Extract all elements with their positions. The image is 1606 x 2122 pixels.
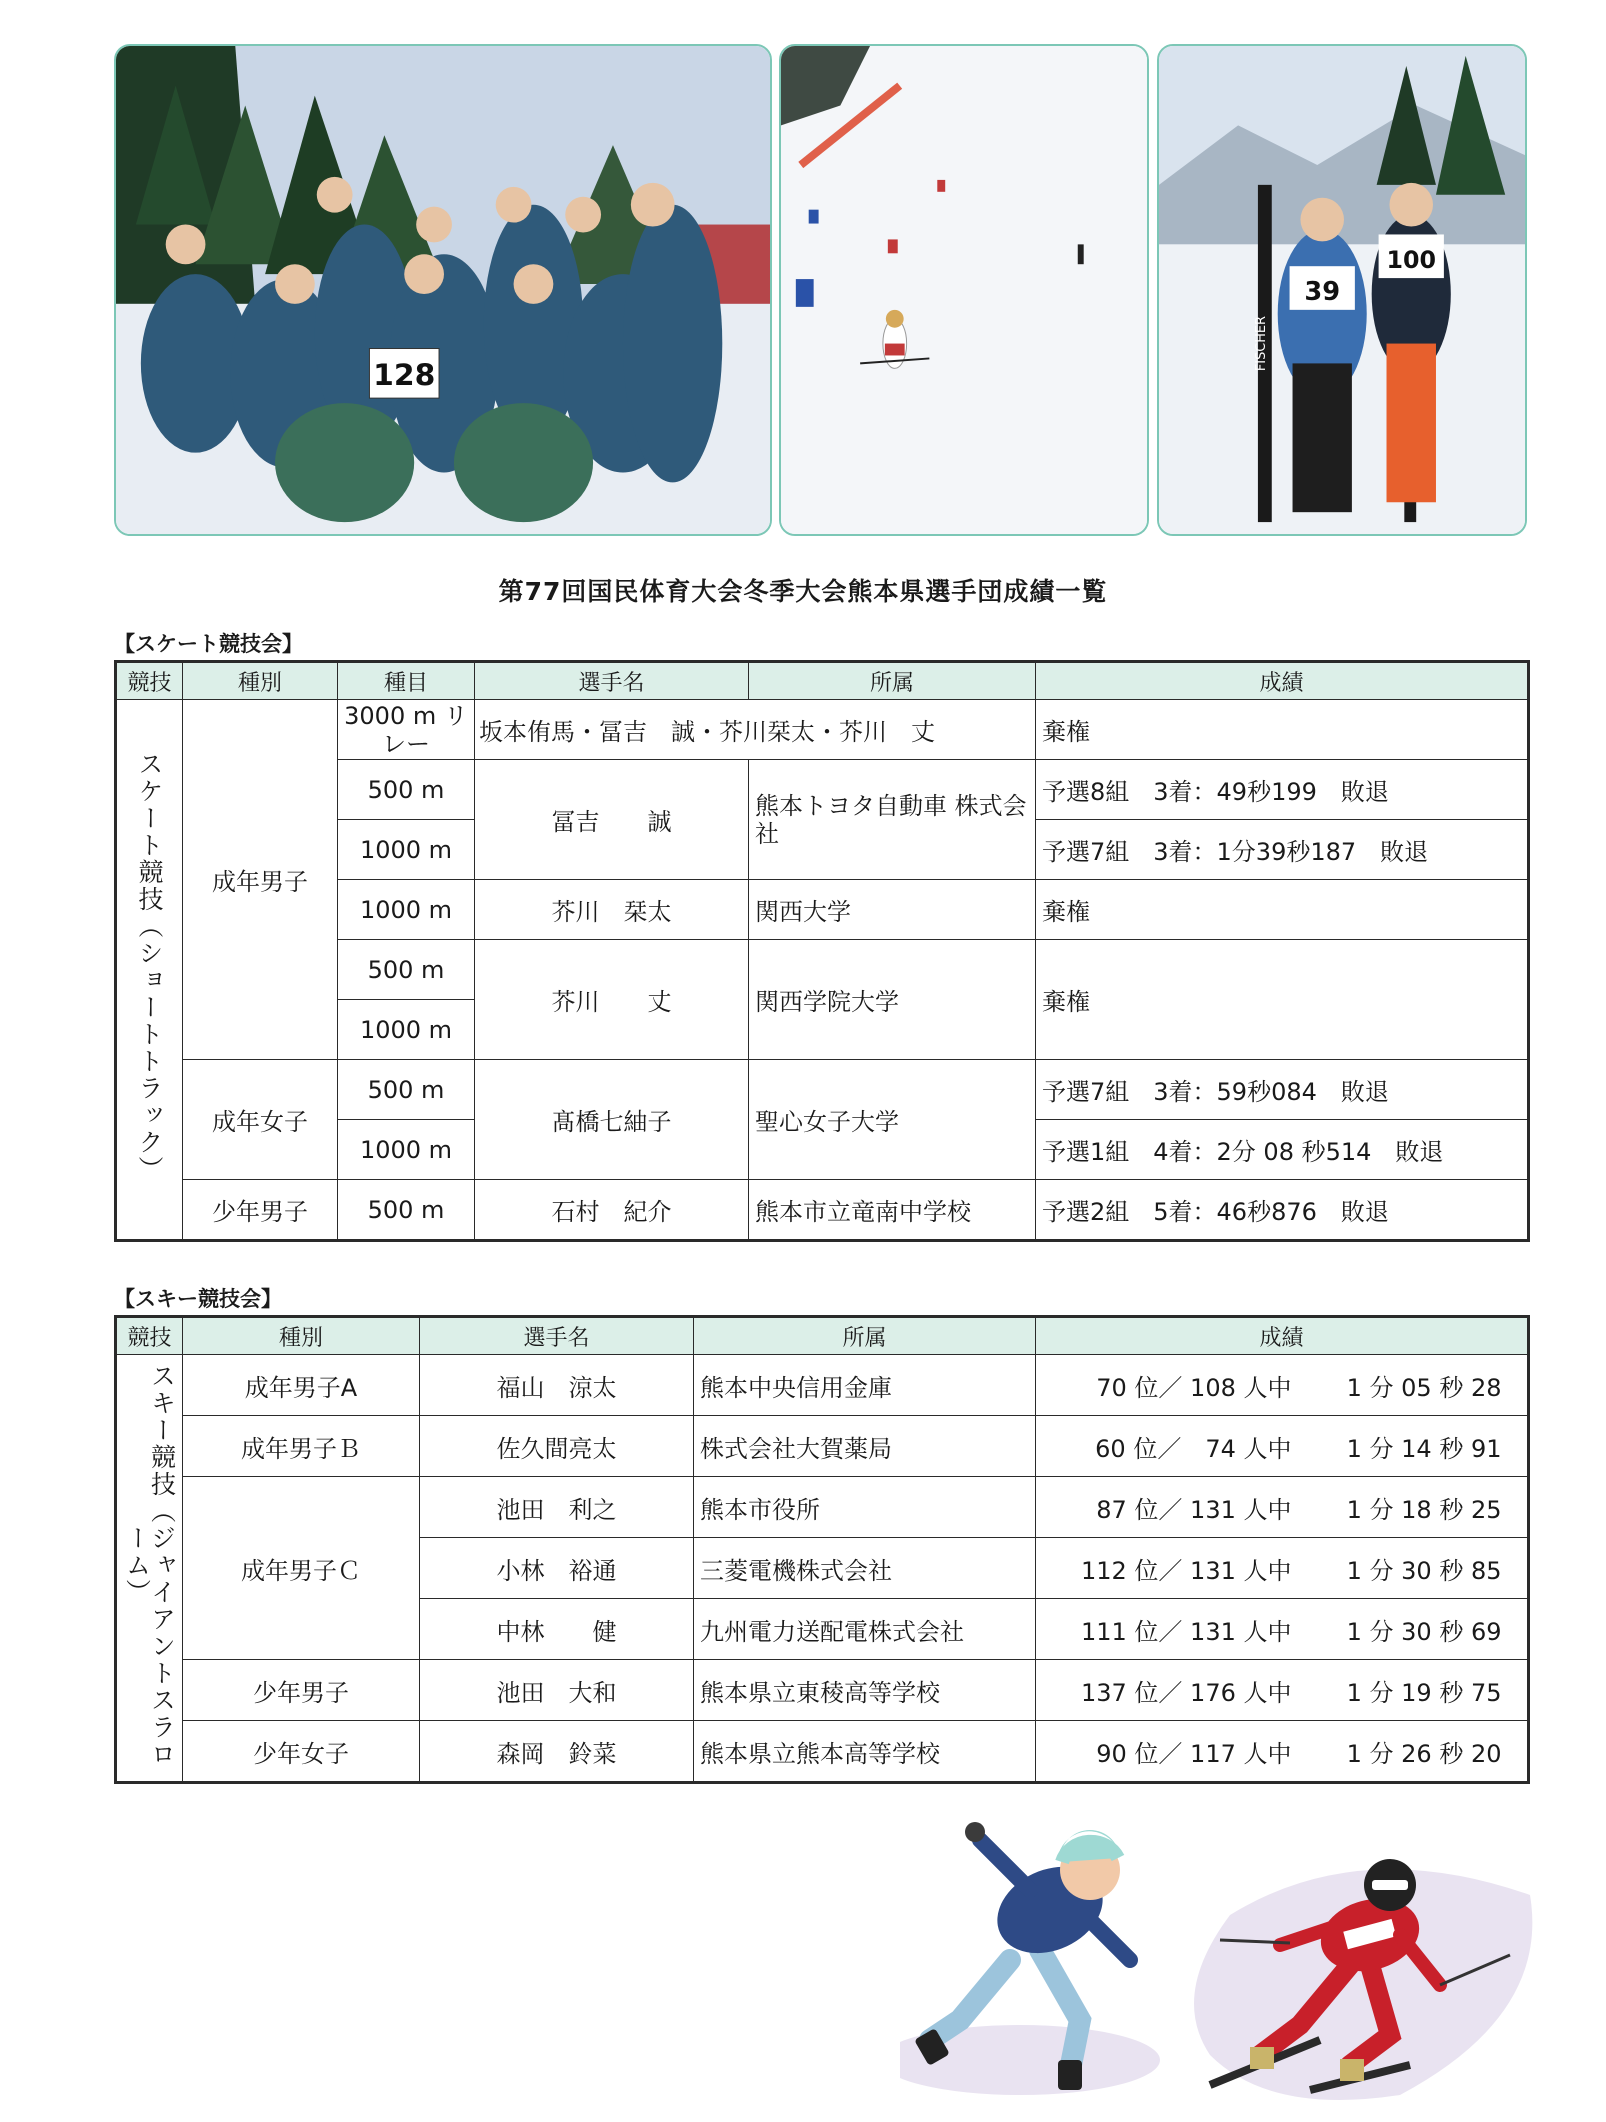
- affiliation-cell: 九州電力送配電株式会社: [694, 1599, 1036, 1660]
- result-cell: 棄権: [1036, 940, 1529, 1060]
- rank-text: 90 位／ 117 人中: [1096, 1739, 1292, 1768]
- header-event: 種目: [338, 662, 475, 700]
- affiliation-cell: 熊本市立竜南中学校: [749, 1180, 1036, 1241]
- header-affiliation: 所属: [694, 1317, 1036, 1355]
- event-cell: 1000 m: [338, 880, 475, 940]
- skate-results-table: [114, 660, 1530, 1242]
- header-athlete: 選手名: [420, 1317, 694, 1355]
- table-row: [116, 1416, 1529, 1477]
- rank-text: 111 位／ 131 人中: [1080, 1617, 1292, 1646]
- athlete-cell: 芥川 栞太: [475, 880, 749, 940]
- table-row: [116, 1721, 1529, 1783]
- rank-text: 87 位／ 131 人中: [1096, 1495, 1292, 1524]
- result-cell: [1036, 1599, 1529, 1660]
- header-category: 種別: [183, 1317, 420, 1355]
- ski-racer-illustration: [1150, 1815, 1550, 2115]
- result-cell: 予選7組 3着：1分39秒187 敗退: [1036, 820, 1529, 880]
- header-result: 成績: [1036, 662, 1529, 700]
- result-cell: 予選2組 5着：46秒876 敗退: [1036, 1180, 1529, 1241]
- header-result: 成績: [1036, 1317, 1529, 1355]
- event-cell: 1000 m: [338, 1120, 475, 1180]
- event-cell: 500 m: [338, 1060, 475, 1120]
- affiliation-cell: 株式会社大賀薬局: [694, 1416, 1036, 1477]
- table-row: [116, 700, 1529, 760]
- affiliation-cell: 熊本県立東稜高等学校: [694, 1660, 1036, 1721]
- rank-text: 137 位／ 176 人中: [1080, 1678, 1292, 1707]
- athletes-photo: [1157, 44, 1527, 536]
- athlete-cell: 池田 大和: [420, 1660, 694, 1721]
- result-cell: [1036, 1477, 1529, 1538]
- athlete-cell: 芥川 丈: [475, 940, 749, 1060]
- athlete-cell: 小林 裕通: [420, 1538, 694, 1599]
- athlete-cell: 石村 紀介: [475, 1180, 749, 1241]
- team-photo: [114, 44, 772, 536]
- header-sport: 競技: [116, 662, 183, 700]
- affiliation-cell: 関西大学: [749, 880, 1036, 940]
- event-cell: 500 m: [338, 760, 475, 820]
- affiliation-cell: 関西学院大学: [749, 940, 1036, 1060]
- category-cell: 成年男子Ｂ: [183, 1416, 420, 1477]
- table-row: [116, 1060, 1529, 1120]
- time-text: 1 分 30 秒 85: [1346, 1556, 1502, 1585]
- result-cell: [1036, 1416, 1529, 1477]
- table-row: [116, 1355, 1529, 1416]
- bib-number-team: 128: [373, 358, 436, 394]
- sport-name: スケート競技（ショートトラック）: [135, 750, 164, 1183]
- bib-number-right: 100: [1386, 246, 1437, 275]
- table-header-row: [116, 662, 1529, 700]
- category-cell: 少年女子: [183, 1721, 420, 1783]
- table-header-row: [116, 1317, 1529, 1355]
- athlete-cell: 森岡 鈴菜: [420, 1721, 694, 1783]
- table-row: [116, 1477, 1529, 1538]
- affiliation-cell: 熊本市役所: [694, 1477, 1036, 1538]
- event-cell: 1000 m: [338, 1000, 475, 1060]
- table-row: [116, 1660, 1529, 1721]
- header-affiliation: 所属: [749, 662, 1036, 700]
- affiliation-cell: 熊本中央信用金庫: [694, 1355, 1036, 1416]
- ski-section-label: 【スキー競技会】: [114, 1287, 282, 1311]
- time-text: 1 分 05 秒 28: [1346, 1373, 1502, 1402]
- header-category: 種別: [183, 662, 338, 700]
- category-cell: 成年男子A: [183, 1355, 420, 1416]
- sport-cell: [116, 1355, 183, 1783]
- athlete-cell: 福山 涼太: [420, 1355, 694, 1416]
- result-cell: 予選1組 4着：2分 08 秒514 敗退: [1036, 1120, 1529, 1180]
- result-cell: [1036, 1538, 1529, 1599]
- result-cell: 予選8組 3着：49秒199 敗退: [1036, 760, 1529, 820]
- result-cell: [1036, 1355, 1529, 1416]
- sport-name: スキー競技（ジャイアントスラローム）: [122, 1362, 177, 1768]
- time-text: 1 分 18 秒 25: [1346, 1495, 1502, 1524]
- category-cell: 成年男子: [183, 700, 338, 1060]
- bib-number-left: 39: [1304, 276, 1341, 307]
- event-cell: 1000 m: [338, 820, 475, 880]
- affiliation-cell: 聖心女子大学: [749, 1060, 1036, 1180]
- header-sport: 競技: [116, 1317, 183, 1355]
- category-cell: 成年女子: [183, 1060, 338, 1180]
- event-cell: 500 m: [338, 1180, 475, 1241]
- ski-results-table: [114, 1315, 1530, 1784]
- header-athlete: 選手名: [475, 662, 749, 700]
- athlete-cell: 中林 健: [420, 1599, 694, 1660]
- event-cell: 3000 m リレー: [338, 700, 475, 760]
- athlete-cell: 佐久間亮太: [420, 1416, 694, 1477]
- rank-text: 60 位／ 74 人中: [1095, 1434, 1292, 1463]
- result-cell: [1036, 1660, 1529, 1721]
- result-cell: 棄権: [1036, 700, 1529, 760]
- slalom-photo: [779, 44, 1149, 536]
- athlete-cell: 髙橋七紬子: [475, 1060, 749, 1180]
- event-cell: 500 m: [338, 940, 475, 1000]
- category-cell: 少年男子: [183, 1180, 338, 1241]
- skate-section-label: 【スケート競技会】: [114, 632, 303, 656]
- rank-text: 70 位／ 108 人中: [1096, 1373, 1292, 1402]
- category-cell: 成年男子Ｃ: [183, 1477, 420, 1660]
- affiliation-cell: 熊本トヨタ自動車 株式会社: [749, 760, 1036, 880]
- time-text: 1 分 30 秒 69: [1346, 1617, 1502, 1646]
- category-cell: 少年男子: [183, 1660, 420, 1721]
- time-text: 1 分 14 秒 91: [1346, 1434, 1502, 1463]
- affiliation-cell: 三菱電機株式会社: [694, 1538, 1036, 1599]
- athlete-cell: 冨吉 誠: [475, 760, 749, 880]
- table-row: [116, 1180, 1529, 1241]
- athlete-cell: 坂本侑馬・冨吉 誠・芥川栞太・芥川 丈: [475, 700, 1036, 760]
- result-cell: [1036, 1721, 1529, 1783]
- time-text: 1 分 26 秒 20: [1346, 1739, 1502, 1768]
- rank-text: 112 位／ 131 人中: [1080, 1556, 1292, 1585]
- result-cell: 予選7組 3着：59秒084 敗退: [1036, 1060, 1529, 1120]
- affiliation-cell: 熊本県立熊本高等学校: [694, 1721, 1036, 1783]
- sport-cell: [116, 700, 183, 1241]
- page-title: 第77回国民体育大会冬季大会熊本県選手団成績一覧: [498, 577, 1108, 606]
- ski-brand-text: FISCHER: [1253, 315, 1269, 372]
- result-cell: 棄権: [1036, 880, 1529, 940]
- time-text: 1 分 19 秒 75: [1346, 1678, 1502, 1707]
- athlete-cell: 池田 利之: [420, 1477, 694, 1538]
